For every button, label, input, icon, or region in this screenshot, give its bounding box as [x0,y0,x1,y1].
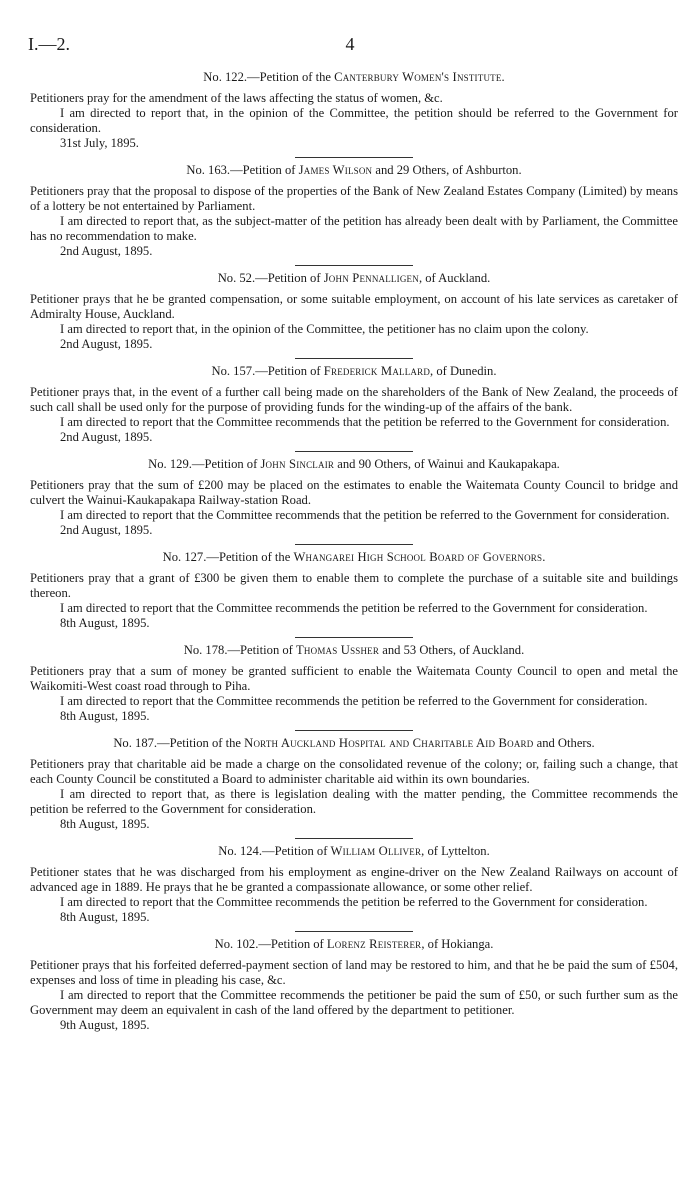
petition-title [30,844,678,859]
section-divider [295,451,413,452]
report-date: 2nd August, 1895. [60,337,153,351]
report-date: 31st July, 1895. [60,136,139,150]
report-date: 2nd August, 1895. [60,523,153,537]
petition-section [30,457,678,538]
committee-report: I am directed to report that the Committee recommends the petition be referred to the Government for consideration. [60,601,648,615]
document-reference: I.—2. [28,34,70,54]
petitioner-name: Lorenz Reisterer [326,937,422,951]
petitioner-name: William Olliver [330,844,422,858]
petition-origin: , of Hokianga. [421,937,494,951]
petition-prayer: Petitioners pray that a sum of money be granted sufficient to enable the Waitemata County Council to open and metal the Waikomiti-West coast road through to Piha. [30,664,678,693]
section-divider [295,157,413,158]
petition-title [30,643,678,658]
committee-report: I am directed to report that the Committee recommends the petition be referred to the Government for consideration. [60,694,648,708]
petition-section [30,550,678,631]
petition-prayer: Petitioners pray that charitable aid be made a charge on the consolidated revenue of the colony; or, failing such a change, that each County Council be constituted a Board to administer charitable aid within its own boundaries. [30,757,678,786]
petition-number: No. 187.—Petition of the [113,736,245,750]
committee-report: I am directed to report that, as the subject-matter of the petition has already been dealt with by Parliament, the Committee has no recommendation to make. [30,214,678,243]
committee-report: I am directed to report that the Committee recommends that the petition be referred to the Government for consideration. [60,415,670,429]
petition-number: No. 129.—Petition of [148,457,261,471]
petitioner-name: Thomas Ussher [296,643,380,657]
report-date: 8th August, 1895. [60,616,150,630]
section-divider [295,544,413,545]
petition-number: No. 127.—Petition of the [162,550,294,564]
petition-title [30,736,678,751]
section-divider [295,358,413,359]
petitioner-name: Canterbury Women's Institute [334,70,502,84]
committee-report: I am directed to report that the Committee recommends that the petition be referred to the Government for consideration. [60,508,670,522]
petition-section [30,736,678,832]
petition-number: No. 122.—Petition of the [203,70,335,84]
committee-report: I am directed to report that the Committee recommends the petition be referred to the Government for consideration. [60,895,648,909]
report-date: 8th August, 1895. [60,910,150,924]
petition-number: No. 163.—Petition of [186,163,299,177]
petition-title [30,163,678,178]
petition-title [30,364,678,379]
petitioner-name: Whangarei High School Board of Governors [293,550,543,564]
section-divider [295,838,413,839]
section-divider [295,265,413,266]
petition-number: No. 52.—Petition of [217,271,324,285]
committee-report: I am directed to report that, in the opinion of the Committee, the petition should be referred to the Government for consideration. [30,106,678,135]
petition-section [30,364,678,445]
committee-report: I am directed to report that the Committee recommends the petitioner be paid the sum of £50, or such further sum as the Government may deem an equivalent in cash of the land offered by the department to petitioner. [30,988,678,1017]
petition-section [30,163,678,259]
petitioner-name: John Sinclair [260,457,335,471]
petition-prayer: Petitioner states that he was discharged from his employment as engine-driver on the New Zealand Railways on account of advanced age in 1889. He prays that he be granted a compassionate allowance, or some other relief. [30,865,678,894]
petition-number: No. 102.—Petition of [214,937,327,951]
report-date: 2nd August, 1895. [60,244,153,258]
section-divider [295,637,413,638]
petition-prayer: Petitioner prays that his forfeited deferred-payment section of land may be restored to him, and that he be paid the sum of £504, expenses and loss of time in pleading his case, &c. [30,958,678,987]
petition-section [30,643,678,724]
petition-origin: , of Auckland. [418,271,491,285]
petition-origin: . [542,550,546,564]
petition-section [30,844,678,925]
report-date: 2nd August, 1895. [60,430,153,444]
petition-origin: , of Dunedin. [430,364,497,378]
report-date: 8th August, 1895. [60,709,150,723]
petitioner-name: Frederick Mallard [323,364,431,378]
section-divider [295,730,413,731]
petition-title [30,271,678,286]
petition-number: No. 157.—Petition of [211,364,324,378]
petition-prayer: Petitioners pray that the proposal to dispose of the properties of the Bank of New Zealand Estates Company (Limited) by means of a lottery be not entertained by Parliament. [30,184,678,213]
page-header [28,34,672,56]
petition-section [30,70,678,151]
petition-section [30,271,678,352]
petition-origin: and 53 Others, of Auckland. [379,643,525,657]
petition-prayer: Petitioner prays that he be granted compensation, or some suitable employment, on account of his late services as caretaker of Admiralty House, Auckland. [30,292,678,321]
petition-title [30,937,678,952]
petitions-list [30,70,678,1033]
petition-prayer: Petitioners pray that the sum of £200 may be placed on the estimates to enable the Waitemata County Council to bridge and culvert the Wainui-Kaukapakapa Railway-station Road. [30,478,678,507]
petition-origin: and Others. [533,736,595,750]
petition-title [30,457,678,472]
petition-title [30,70,678,85]
page-number: 4 [345,34,355,54]
petition-prayer: Petitioners pray that a grant of £300 be given them to enable them to complete the purchase of a suitable site and buildings thereon. [30,571,678,600]
report-date: 9th August, 1895. [60,1018,150,1032]
petition-number: No. 178.—Petition of [183,643,297,657]
petitioner-name: John Pennalligen [323,271,419,285]
section-divider [295,931,413,932]
report-date: 8th August, 1895. [60,817,150,831]
committee-report: I am directed to report that, in the opinion of the Committee, the petitioner has no claim upon the colony. [60,322,589,336]
petition-title [30,550,678,565]
petitioner-name: North Auckland Hospital and Charitable Aid Board [244,736,534,750]
petition-origin: and 29 Others, of Ashburton. [372,163,522,177]
committee-report: I am directed to report that, as there is legislation dealing with the matter pending, the Committee recommends the petition be referred to the Government for consideration. [30,787,678,816]
petition-section [30,937,678,1033]
petition-origin: and 90 Others, of Wainui and Kaukapakapa. [334,457,560,471]
petition-prayer: Petitioner prays that, in the event of a further call being made on the shareholders of the Bank of New Zealand, the proceeds of such call shall be used only for the purpose of providing funds for the winding-up of the affairs of the bank. [30,385,678,414]
petition-prayer: Petitioners pray for the amendment of the laws affecting the status of women, &c. [30,91,443,105]
petition-origin: . [501,70,505,84]
petition-origin: , of Lyttelton. [421,844,490,858]
petitioner-name: James Wilson [298,163,373,177]
petition-number: No. 124.—Petition of [218,844,331,858]
